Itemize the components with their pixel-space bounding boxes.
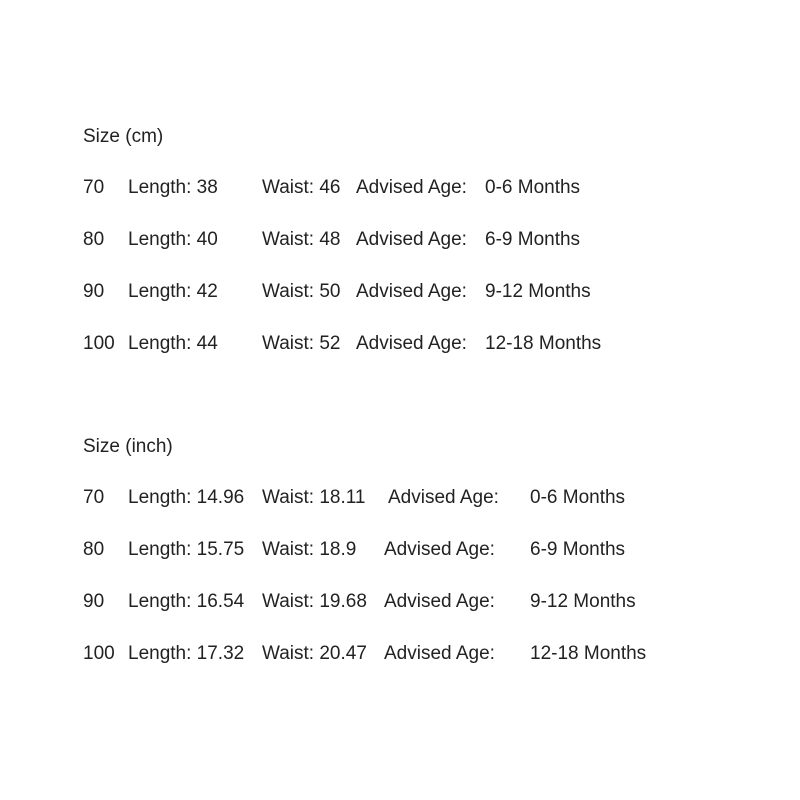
size-cell: 100 [83,333,115,354]
advised-age-value: 6-9 Months [485,229,581,250]
size-cell: 70 [83,487,105,508]
table-row [83,177,581,199]
length-cell: Length: 38 [128,177,218,198]
waist-cell: Waist: 18.11 [262,487,366,508]
size-table-inch [83,436,647,695]
advised-age-value: 6-9 Months [530,539,626,560]
length-cell: Length: 42 [128,281,218,302]
advised-age-label: Advised Age: [384,591,495,612]
length-cell: Length: 16.54 [128,591,245,612]
advised-age-value: 12-18 Months [530,643,647,664]
table-row [83,333,602,355]
waist-cell: Waist: 50 [262,281,341,302]
waist-cell: Waist: 18.9 [262,539,357,560]
size-table-cm-heading: Size (cm) [83,126,164,147]
advised-age-value: 9-12 Months [530,591,636,612]
advised-age-value: 9-12 Months [485,281,591,302]
waist-cell: Waist: 46 [262,177,341,198]
advised-age-label: Advised Age: [356,229,467,250]
advised-age-value: 12-18 Months [485,333,602,354]
advised-age-value: 0-6 Months [530,487,626,508]
table-row [83,281,591,303]
waist-cell: Waist: 52 [262,333,341,354]
waist-cell: Waist: 48 [262,229,341,250]
length-cell: Length: 44 [128,333,218,354]
table-row [83,591,636,613]
table-row [83,229,581,251]
advised-age-label: Advised Age: [356,281,467,302]
table-row [83,643,647,665]
advised-age-value: 0-6 Months [485,177,581,198]
table-row [83,487,626,509]
length-cell: Length: 15.75 [128,539,245,560]
waist-cell: Waist: 20.47 [262,643,367,664]
length-cell: Length: 14.96 [128,487,245,508]
advised-age-label: Advised Age: [356,177,467,198]
size-cell: 100 [83,643,115,664]
size-cell: 80 [83,539,105,560]
size-table-cm [83,126,602,385]
size-cell: 90 [83,591,105,612]
size-table-inch-heading: Size (inch) [83,436,173,457]
size-cell: 90 [83,281,105,302]
advised-age-label: Advised Age: [384,539,495,560]
table-row [83,539,626,561]
size-cell: 80 [83,229,105,250]
advised-age-label: Advised Age: [356,333,467,354]
advised-age-label: Advised Age: [384,643,495,664]
advised-age-label: Advised Age: [388,487,499,508]
length-cell: Length: 17.32 [128,643,245,664]
size-cell: 70 [83,177,105,198]
waist-cell: Waist: 19.68 [262,591,367,612]
length-cell: Length: 40 [128,229,218,250]
